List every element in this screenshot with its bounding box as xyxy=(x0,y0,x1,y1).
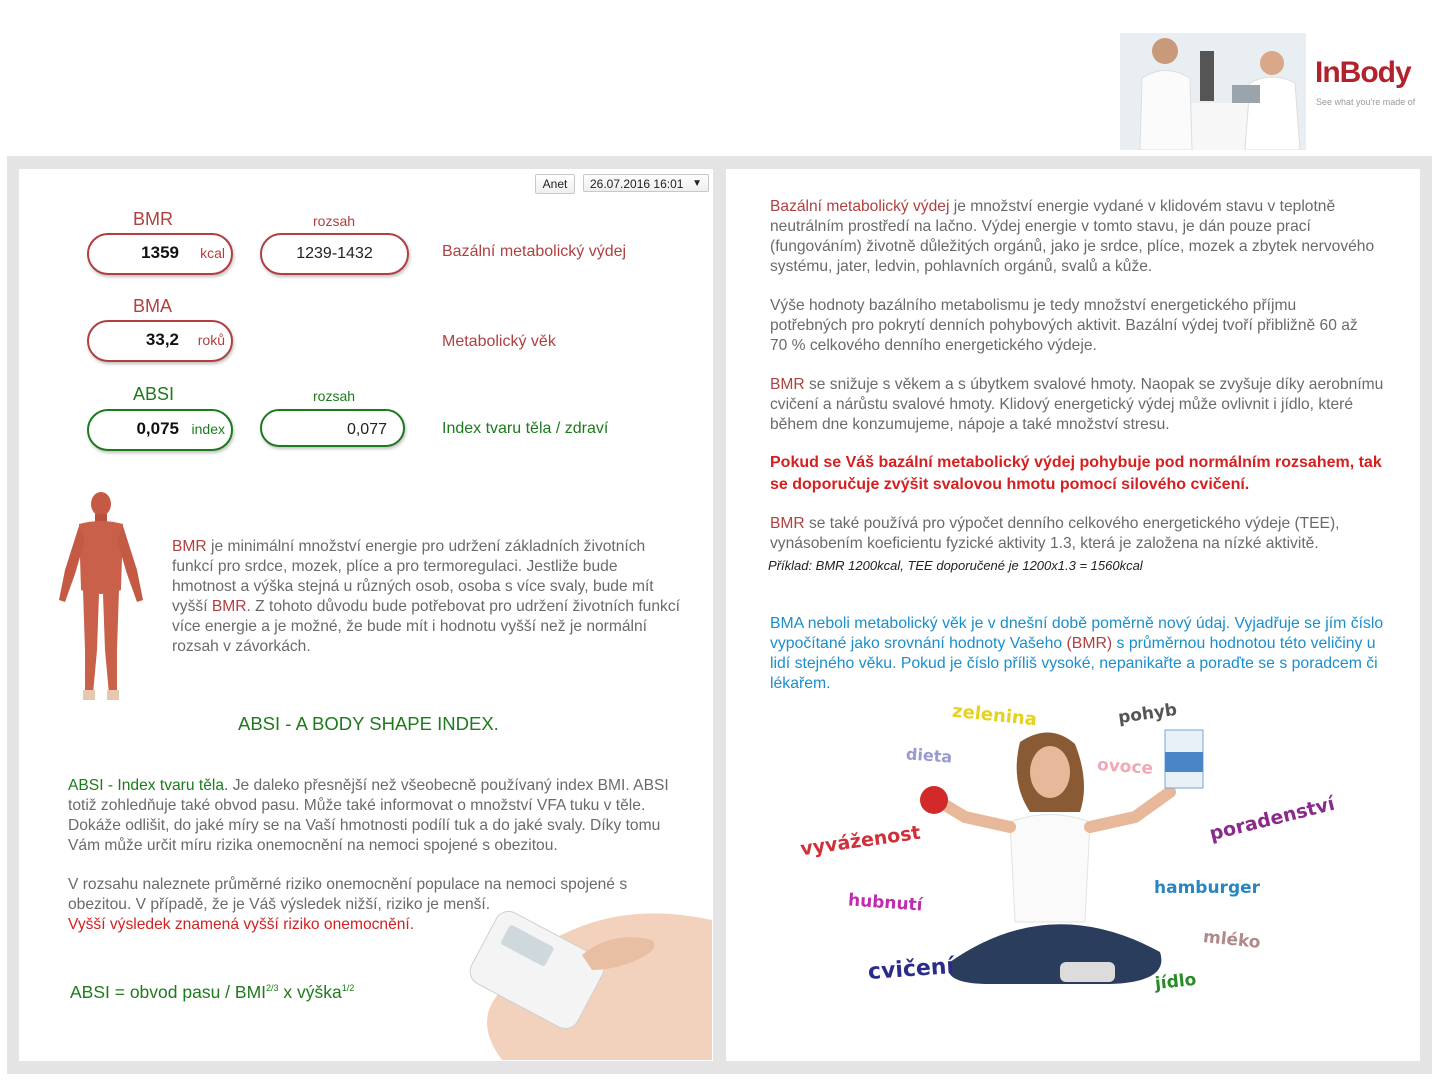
bmr-factors-term: BMR xyxy=(770,376,805,393)
brand-logo: InBody xyxy=(1315,56,1411,89)
word-pohyb: pohyb xyxy=(1116,699,1179,729)
absi-value-pill xyxy=(87,409,233,451)
bmr-value: 1359 xyxy=(141,243,179,262)
bmr-factors-text: se snižuje s věkem a s úbytkem svalové hmoty. Naopak se zvyšuje díky aerobnímu cvičení a nárůstu svalové hmoty. Klidový energetický výdej může ovlivnit i jídlo, které během dne konzumujeme, nápoje a také množství stresu. xyxy=(770,376,1384,433)
word-mleko: mléko xyxy=(1202,927,1262,953)
bmr-definition-term: Bazální metabolický výdej xyxy=(770,198,950,215)
bma-text-2: s průměrnou hodnotou této veličiny u lidí stejného věku. Pokud je číslo příliš vysoké, nepanikařte a poraďte se s poradcem či lékařem. xyxy=(770,635,1378,692)
user-select[interactable]: Anet xyxy=(535,174,575,194)
bmr-level-paragraph: Výše hodnoty bazálního metabolismu je tedy množství energetického příjmu potřebných pro pokrytí denních pohybových aktivit. Bazální výdej tvoří přibližně 60 až 70 % celkového denního energetického výdeje. xyxy=(770,297,1358,354)
bmr-text-2: . Z tohoto důvodu bude potřebovat pro udržení životních funkcí více energie a je možné, že bude mít i hodnotu vyšší než je normální rozsah v závorkách. xyxy=(172,598,680,655)
word-hubnuti: hubnutí xyxy=(847,890,924,916)
word-cviceni: cvičení xyxy=(867,954,955,985)
word-dieta: dieta xyxy=(905,744,953,767)
absi-term: ABSI - Index tvaru těla. xyxy=(68,777,229,794)
bmr-paragraph xyxy=(172,537,682,657)
bmr-term-2: BMR xyxy=(211,598,247,615)
bmr-definition-text: je množství energie vydané v klidovém stavu v teplotně neutrálním prostředí na lačno. Výdej energie v tomto stavu, je dán pouze prací (fungováním) životně důležitých orgánů, jako je srdce, plíce, mozek a zbytek nervového systému, jater, ledvin, pohlavních orgánů, svalů a kůže. xyxy=(770,198,1375,275)
formula-part-2: x výška xyxy=(278,982,342,1002)
absi-paragraph xyxy=(68,776,683,856)
bma-text-1: BMA neboli metabolický věk je v dnešní době poměrně nový údaj. Vyjadřuje se jím číslo vypočítané jako srovnání hodnoty Vašeho xyxy=(770,615,1384,652)
brand-tagline: See what you're made of xyxy=(1316,97,1416,107)
header-photo xyxy=(1120,33,1306,150)
bma-value: 33,2 xyxy=(145,330,179,349)
date-select[interactable] xyxy=(583,174,709,192)
bmr-description: Bazální metabolický výdej xyxy=(442,243,627,260)
anatomy-figure xyxy=(55,490,147,711)
word-jidlo: jídlo xyxy=(1154,969,1198,995)
bmr-range-pill: 1239-1432 xyxy=(260,233,409,275)
word-vyvazenost: vyváženost xyxy=(799,821,922,861)
formula-exp-2: 1/2 xyxy=(341,983,355,994)
bma-unit: roků xyxy=(197,332,225,348)
absi-range-label: rozsah xyxy=(313,388,356,404)
word-poradenstvi: poradenství xyxy=(1207,792,1337,846)
absi-label: ABSI xyxy=(133,384,175,404)
tee-example: Příklad: BMR 1200kcal, TEE doporučené je 1200x1.3 = 1560kcal xyxy=(768,558,1143,573)
bmr-text-1: je minimální množství energie pro udržení základních životních funkcí pro srdce, mozek, plíce a pro termoregulaci. Jestliže bude hmotnost a výška stejná u různých osob, osoba s více svaly, bude mít vyšší xyxy=(172,538,654,615)
bma-paragraph xyxy=(770,614,1385,694)
bmr-value-pill xyxy=(87,233,233,275)
word-hamburger: hamburger xyxy=(1154,878,1261,898)
absi-title: ABSI - A BODY SHAPE INDEX. xyxy=(238,713,499,734)
formula-part-1: ABSI = obvod pasu / BMI xyxy=(70,982,267,1002)
absi-text: Je daleko přesnější než všeobecně používaný index BMI. ABSI totiž zohledňuje také obvod pasu. Může také informovat o množství VFA tuku v těle. Dokáže odlišit, do jaké míry se na Vaší hmotnosti podílí tuk a do jaké svaly. Díky tomu Vám může určit míru rizika onemocnění na nemoci spojené s obezitou. xyxy=(68,777,669,854)
absi-formula xyxy=(70,982,354,1003)
bmr-label: BMR xyxy=(133,209,173,229)
bmr-term: BMR xyxy=(172,538,207,555)
word-zelenina: zelenina xyxy=(951,700,1038,731)
woman-illustration xyxy=(910,722,1220,1007)
bmr-warning: Pokud se Váš bazální metabolický výdej pohybuje pod normálním rozsahem, tak se doporučuje zvýšit svalovou hmotu pomocí silového cvičení. xyxy=(770,454,1382,493)
tee-text: se také používá pro výpočet denního celkového energetického výdeje (TEE), vynásobením koeficientu fyzické aktivity 1.3, která je založena na nízké aktivitě. xyxy=(770,515,1340,552)
tee-term: BMR xyxy=(770,515,805,532)
formula-exp-1: 2/3 xyxy=(266,983,279,994)
date-select-value: 26.07.2016 16:01 xyxy=(590,177,684,191)
absi-warning: Vyšší výsledek znamená vyšší riziko onemocnění. xyxy=(68,916,415,933)
bmr-unit: kcal xyxy=(200,245,225,261)
word-ovoce: ovoce xyxy=(1096,755,1154,779)
bma-value-pill xyxy=(87,320,233,362)
bmr-factors-paragraph xyxy=(770,375,1390,435)
bmr-definition-paragraph xyxy=(770,197,1385,277)
bma-description: Metabolický věk xyxy=(442,333,556,350)
chevron-down-icon: ▼ xyxy=(692,178,702,189)
bmr-range-label: rozsah xyxy=(313,213,356,229)
absi-unit: index xyxy=(191,421,225,437)
calculator-hand-image xyxy=(462,900,712,1065)
absi-value: 0,075 xyxy=(136,419,179,438)
bma-bmr-term: (BMR) xyxy=(1066,635,1113,652)
absi-description: Index tvaru těla / zdraví xyxy=(442,420,609,437)
absi-range-pill: 0,077 xyxy=(260,409,405,447)
absi-range-text: V rozsahu naleznete průměrné riziko onemocnění populace na nemoci spojené s obezitou. V případě, že je Váš výsledek nižší, riziko je menší. xyxy=(68,876,628,913)
bma-label: BMA xyxy=(133,296,173,316)
tee-paragraph xyxy=(770,514,1390,554)
